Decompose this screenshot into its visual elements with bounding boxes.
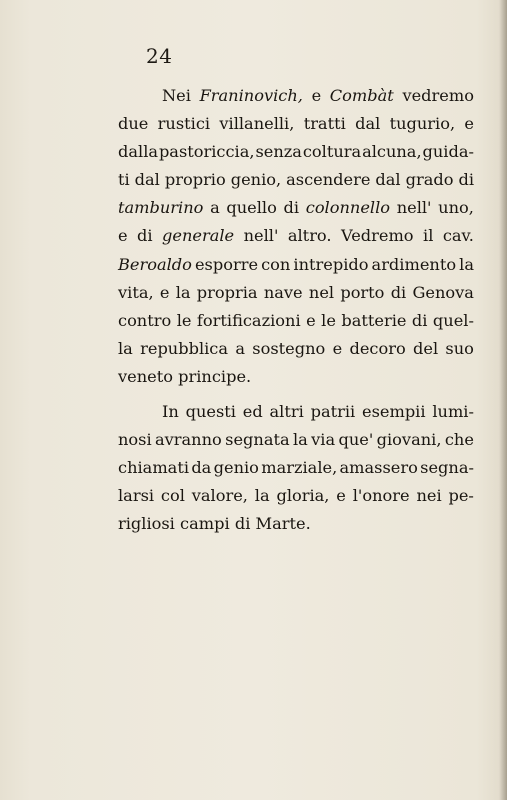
text-line: [118, 194, 474, 222]
word: In: [162, 402, 179, 422]
word: ed: [242, 402, 263, 422]
word: grado: [405, 170, 454, 190]
word: esporre: [194, 254, 259, 274]
word: del: [413, 338, 439, 358]
word: pe-: [448, 486, 474, 506]
text-line: [118, 251, 474, 279]
word: Nei: [162, 86, 191, 105]
spine-shadow: [499, 0, 507, 800]
word: Genova: [412, 282, 474, 302]
text-line: [118, 363, 474, 391]
word: dal: [355, 114, 381, 134]
word: Vedremo: [341, 226, 414, 246]
word: ascendere: [286, 170, 371, 190]
text-line: [118, 482, 474, 510]
word: contro: [118, 310, 172, 330]
text-line: [118, 166, 474, 194]
text-line: [118, 426, 474, 454]
word: nell': [243, 226, 279, 246]
word: senza: [255, 142, 302, 162]
text-line: [118, 110, 474, 138]
text-line: [118, 279, 474, 307]
page-number: 24: [146, 44, 173, 68]
word: di: [458, 170, 474, 190]
word: avranno: [155, 430, 222, 450]
text-line: [118, 138, 474, 166]
word: principe.: [178, 366, 252, 386]
word: che: [444, 430, 474, 450]
word: proprio: [164, 170, 226, 190]
word: dal: [134, 170, 160, 190]
word: via: [311, 430, 336, 450]
word: villanelli,: [219, 114, 295, 134]
word: vedremo: [402, 86, 474, 105]
word: di: [390, 282, 407, 302]
text-line: [118, 307, 474, 335]
word: con: [261, 254, 291, 274]
word: ti: [118, 170, 130, 190]
word: veneto: [118, 366, 173, 386]
word: rustici: [157, 114, 211, 134]
word: genio,: [230, 170, 282, 190]
word: altri: [269, 402, 304, 422]
word: tamburino: [118, 198, 204, 218]
word: suo: [445, 338, 474, 358]
word: ardimento: [371, 254, 457, 274]
word: a: [235, 338, 245, 358]
text-line: [118, 510, 474, 538]
word: nave: [263, 282, 303, 302]
word: porto: [340, 282, 385, 302]
word: Beroaldo: [118, 254, 192, 274]
word: campi: [180, 514, 230, 534]
word: chiamati: [118, 458, 190, 478]
word: la: [175, 282, 191, 302]
word: dal: [375, 170, 401, 190]
word: la: [118, 338, 133, 358]
paragraph: [118, 398, 474, 538]
word: le: [321, 310, 336, 330]
word: larsi: [118, 486, 155, 506]
word: da: [191, 458, 212, 478]
word: l'onore: [352, 486, 410, 506]
word: le: [176, 310, 192, 330]
word: altro.: [287, 226, 332, 246]
word: colonnello: [305, 198, 391, 218]
word: tratti: [303, 114, 346, 134]
word: amassero: [339, 458, 418, 478]
word: batterie: [341, 310, 407, 330]
word: la: [254, 486, 270, 506]
word: genio: [213, 458, 259, 478]
word: marziale,: [261, 458, 338, 478]
word: col: [160, 486, 185, 506]
word: due: [118, 114, 149, 134]
word: Combàt: [329, 86, 394, 105]
word: segna-: [420, 458, 474, 478]
word: coltura: [302, 142, 362, 162]
word: gloria,: [276, 486, 330, 506]
word: propria: [196, 282, 258, 302]
word: valore,: [191, 486, 248, 506]
word: quel-: [432, 310, 474, 330]
text-line: [118, 222, 474, 250]
word: Marte.: [255, 514, 311, 534]
word: rigliosi: [118, 514, 175, 534]
word: a: [210, 198, 220, 218]
word: segnata: [225, 430, 290, 450]
word: di: [234, 514, 251, 534]
word: questi: [185, 402, 236, 422]
word: il: [423, 226, 434, 246]
word: e: [464, 114, 474, 134]
word: esempii: [362, 402, 426, 422]
text-line: [118, 398, 474, 426]
word: repubblica: [140, 338, 229, 358]
word: fortificazioni: [196, 310, 301, 330]
word: dalla: [118, 142, 159, 162]
body-text: [118, 82, 474, 539]
word: e: [118, 226, 128, 246]
word: e: [311, 86, 322, 105]
word: giovani,: [376, 430, 442, 450]
word: nosi: [118, 430, 152, 450]
word: lumi-: [432, 402, 474, 422]
word: decoro: [349, 338, 406, 358]
text-line: [118, 82, 474, 110]
word: que': [338, 430, 374, 450]
word: e: [306, 310, 316, 330]
word: e: [159, 282, 170, 302]
word: la: [292, 430, 308, 450]
word: nel: [308, 282, 335, 302]
word: di: [283, 198, 300, 218]
word: alcuna,: [362, 142, 422, 162]
word: nei: [416, 486, 442, 506]
word: vita,: [118, 282, 154, 302]
word: e: [336, 486, 346, 506]
word: quello: [226, 198, 277, 218]
word: di: [137, 226, 153, 246]
paragraph: [118, 82, 474, 391]
word: uno,: [438, 198, 474, 218]
word: cav.: [442, 226, 474, 246]
word: di: [411, 310, 428, 330]
text-line: [118, 454, 474, 482]
word: la: [459, 254, 474, 274]
word: intrepido: [293, 254, 369, 274]
word: Franinovich,: [199, 86, 303, 105]
word: guida-: [422, 142, 474, 162]
word: pastoriccia,: [158, 142, 255, 162]
word: sostegno: [252, 338, 326, 358]
text-line: [118, 335, 474, 363]
word: nell': [396, 198, 432, 218]
word: tugurio,: [389, 114, 456, 134]
word: patrii: [310, 402, 356, 422]
word: e: [332, 338, 343, 358]
word: generale: [162, 226, 235, 246]
